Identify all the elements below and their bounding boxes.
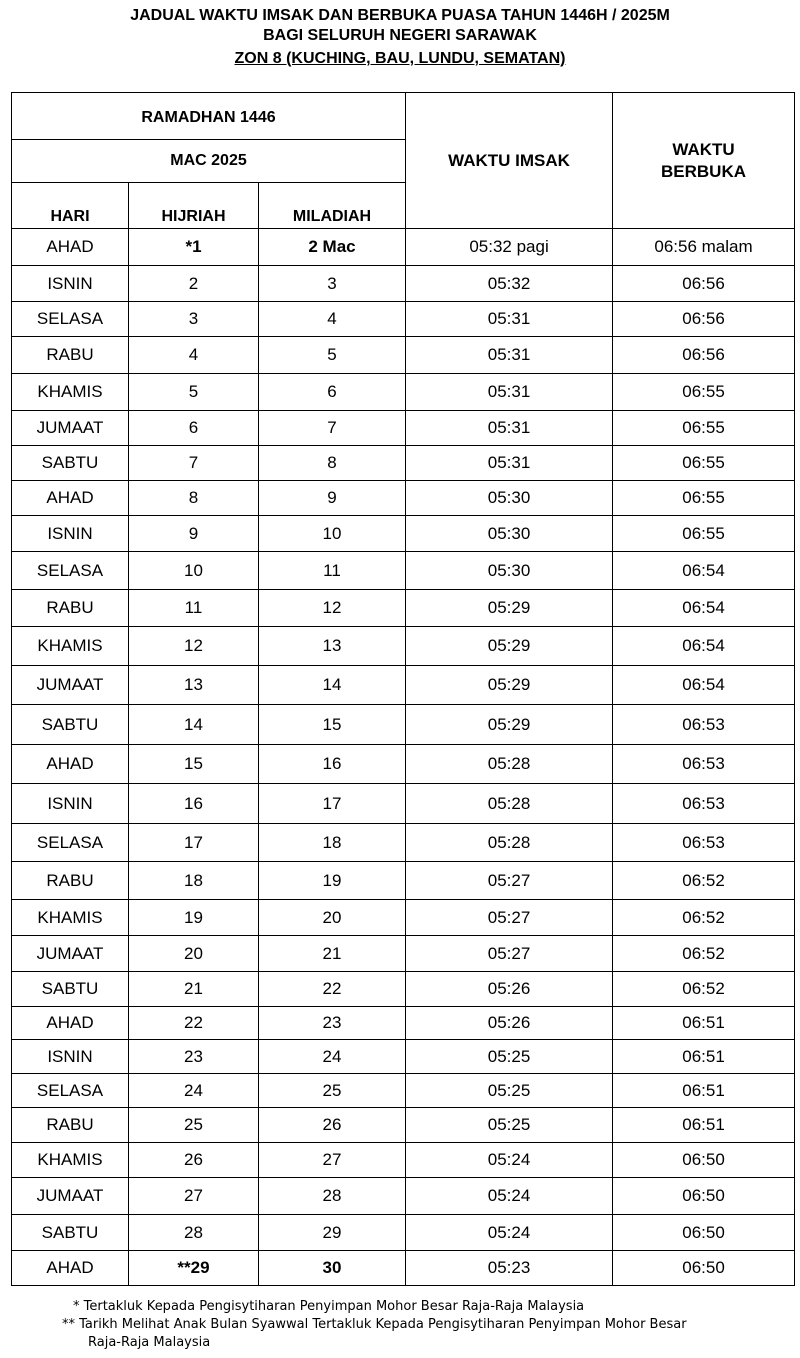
imsak-cell: 05:25 [406, 1074, 613, 1108]
hari-cell: KHAMIS [12, 627, 129, 666]
hari-cell: RABU [12, 1108, 129, 1143]
miladiah-cell: 6 [259, 374, 406, 411]
miladiah-cell: 27 [259, 1143, 406, 1178]
table-row [12, 229, 795, 266]
hijriah-cell: 23 [129, 1040, 259, 1074]
ramadhan-header: RAMADHAN 1446 [12, 93, 406, 140]
table-row [12, 824, 795, 862]
hari-cell: KHAMIS [12, 900, 129, 936]
miladiah-cell: 10 [259, 516, 406, 552]
table-row [12, 266, 795, 302]
hijriah-cell: 10 [129, 552, 259, 590]
berbuka-cell: 06:50 [613, 1251, 795, 1286]
imsak-cell: 05:28 [406, 824, 613, 862]
table-row [12, 745, 795, 784]
table-row [12, 627, 795, 666]
table-row [12, 516, 795, 552]
miladiah-cell: 24 [259, 1040, 406, 1074]
hari-cell: SABTU [12, 446, 129, 481]
hari-cell: AHAD [12, 745, 129, 784]
hari-cell: SELASA [12, 1074, 129, 1108]
imsak-cell: 05:24 [406, 1143, 613, 1178]
miladiah-cell: 11 [259, 552, 406, 590]
berbuka-cell: 06:56 [613, 302, 795, 337]
hijriah-cell: 22 [129, 1007, 259, 1040]
hari-cell: SABTU [12, 972, 129, 1007]
miladiah-cell: 13 [259, 627, 406, 666]
imsak-cell: 05:27 [406, 900, 613, 936]
miladiah-header: MILADIAH [259, 183, 406, 229]
hari-cell: SELASA [12, 824, 129, 862]
miladiah-cell: 15 [259, 705, 406, 745]
table-row [12, 337, 795, 374]
hari-cell: JUMAAT [12, 1178, 129, 1215]
hijriah-cell: 3 [129, 302, 259, 337]
table-row [12, 900, 795, 936]
imsak-cell: 05:28 [406, 784, 613, 824]
hijriah-cell: 28 [129, 1215, 259, 1251]
hari-cell: JUMAAT [12, 666, 129, 705]
table-row [12, 1215, 795, 1251]
hijriah-cell: 5 [129, 374, 259, 411]
miladiah-cell: 23 [259, 1007, 406, 1040]
imsak-header: WAKTU IMSAK [406, 93, 613, 229]
hari-cell: ISNIN [12, 516, 129, 552]
hijriah-cell: 6 [129, 411, 259, 446]
imsak-cell: 05:31 [406, 446, 613, 481]
berbuka-cell: 06:55 [613, 446, 795, 481]
hari-cell: JUMAAT [12, 936, 129, 972]
table-row [12, 666, 795, 705]
hijriah-cell: 9 [129, 516, 259, 552]
berbuka-cell: 06:54 [613, 552, 795, 590]
imsak-cell: 05:29 [406, 590, 613, 627]
hijriah-cell: 14 [129, 705, 259, 745]
table-row [12, 1108, 795, 1143]
hari-cell: ISNIN [12, 266, 129, 302]
table-row [12, 302, 795, 337]
hijriah-cell: 19 [129, 900, 259, 936]
hijriah-cell: 17 [129, 824, 259, 862]
berbuka-cell: 06:54 [613, 666, 795, 705]
hari-cell: KHAMIS [12, 1143, 129, 1178]
table-row [12, 784, 795, 824]
berbuka-header [613, 93, 795, 229]
berbuka-cell: 06:53 [613, 824, 795, 862]
berbuka-cell: 06:56 malam [613, 229, 795, 266]
hijriah-cell: 26 [129, 1143, 259, 1178]
miladiah-cell: 3 [259, 266, 406, 302]
hijriah-cell: 24 [129, 1074, 259, 1108]
hari-cell: AHAD [12, 229, 129, 266]
hari-cell: AHAD [12, 1251, 129, 1286]
table-row [12, 1143, 795, 1178]
hijriah-cell: **29 [129, 1251, 259, 1286]
imsak-cell: 05:32 pagi [406, 229, 613, 266]
table-row [12, 481, 795, 516]
berbuka-cell: 06:52 [613, 972, 795, 1007]
imsak-cell: 05:24 [406, 1215, 613, 1251]
imsak-cell: 05:30 [406, 552, 613, 590]
hijriah-cell: 12 [129, 627, 259, 666]
hijriah-header: HIJRIAH [129, 183, 259, 229]
table-row [12, 1040, 795, 1074]
miladiah-cell: 8 [259, 446, 406, 481]
table-row [12, 590, 795, 627]
imsak-cell: 05:31 [406, 411, 613, 446]
miladiah-cell: 18 [259, 824, 406, 862]
imsak-cell: 05:23 [406, 1251, 613, 1286]
imsak-cell: 05:26 [406, 1007, 613, 1040]
hari-cell: ISNIN [12, 1040, 129, 1074]
imsak-cell: 05:24 [406, 1178, 613, 1215]
berbuka-cell: 06:51 [613, 1040, 795, 1074]
table-row [12, 411, 795, 446]
hijriah-cell: 20 [129, 936, 259, 972]
miladiah-cell: 21 [259, 936, 406, 972]
miladiah-cell: 30 [259, 1251, 406, 1286]
hijriah-cell: 7 [129, 446, 259, 481]
table-row [12, 552, 795, 590]
imsak-cell: 05:31 [406, 302, 613, 337]
hari-cell: SABTU [12, 705, 129, 745]
table-row [12, 374, 795, 411]
hijriah-cell: 11 [129, 590, 259, 627]
hari-cell: RABU [12, 590, 129, 627]
hijriah-cell: 2 [129, 266, 259, 302]
miladiah-cell: 5 [259, 337, 406, 374]
berbuka-cell: 06:50 [613, 1178, 795, 1215]
hijriah-cell: 18 [129, 862, 259, 900]
miladiah-cell: 7 [259, 411, 406, 446]
table-row [12, 862, 795, 900]
berbuka-cell: 06:52 [613, 900, 795, 936]
hijriah-cell: 8 [129, 481, 259, 516]
hari-cell: SELASA [12, 302, 129, 337]
hari-cell: AHAD [12, 481, 129, 516]
miladiah-cell: 14 [259, 666, 406, 705]
footnote-2-cont: Raja-Raja Malaysia [88, 1335, 211, 1350]
hari-cell: RABU [12, 862, 129, 900]
miladiah-cell: 4 [259, 302, 406, 337]
berbuka-cell: 06:53 [613, 784, 795, 824]
berbuka-cell: 06:55 [613, 516, 795, 552]
hari-cell: ISNIN [12, 784, 129, 824]
footnote-1: * Tertakluk Kepada Pengisytiharan Penyimpan Mohor Besar Raja-Raja Malaysia [73, 1299, 585, 1314]
berbuka-cell: 06:51 [613, 1074, 795, 1108]
hijriah-cell: *1 [129, 229, 259, 266]
hijriah-cell: 15 [129, 745, 259, 784]
miladiah-cell: 29 [259, 1215, 406, 1251]
table-row [12, 936, 795, 972]
berbuka-cell: 06:51 [613, 1108, 795, 1143]
miladiah-cell: 9 [259, 481, 406, 516]
imsak-cell: 05:25 [406, 1040, 613, 1074]
table-row [12, 972, 795, 1007]
berbuka-cell: 06:53 [613, 705, 795, 745]
berbuka-cell: 06:51 [613, 1007, 795, 1040]
imsak-cell: 05:30 [406, 481, 613, 516]
berbuka-cell: 06:54 [613, 590, 795, 627]
berbuka-cell: 06:56 [613, 337, 795, 374]
miladiah-cell: 19 [259, 862, 406, 900]
berbuka-cell: 06:54 [613, 627, 795, 666]
berbuka-cell: 06:53 [613, 745, 795, 784]
miladiah-cell: 28 [259, 1178, 406, 1215]
berbuka-cell: 06:52 [613, 936, 795, 972]
zone-title: ZON 8 (KUCHING, BAU, LUNDU, SEMATAN) [234, 50, 566, 67]
imsak-cell: 05:25 [406, 1108, 613, 1143]
imsak-cell: 05:31 [406, 374, 613, 411]
document-title: JADUAL WAKTU IMSAK DAN BERBUKA PUASA TAHUN 1446H / 2025M [130, 7, 670, 24]
hijriah-cell: 16 [129, 784, 259, 824]
berbuka-cell: 06:55 [613, 374, 795, 411]
berbuka-cell: 06:55 [613, 411, 795, 446]
hari-cell: RABU [12, 337, 129, 374]
imsak-cell: 05:31 [406, 337, 613, 374]
hijriah-cell: 4 [129, 337, 259, 374]
miladiah-cell: 26 [259, 1108, 406, 1143]
table-row [12, 1074, 795, 1108]
miladiah-cell: 22 [259, 972, 406, 1007]
miladiah-cell: 12 [259, 590, 406, 627]
imsak-cell: 05:29 [406, 666, 613, 705]
berbuka-cell: 06:50 [613, 1215, 795, 1251]
berbuka-cell: 06:56 [613, 266, 795, 302]
miladiah-cell: 17 [259, 784, 406, 824]
hari-cell: JUMAAT [12, 411, 129, 446]
imsak-cell: 05:32 [406, 266, 613, 302]
schedule-body [12, 229, 795, 1286]
table-row [12, 1007, 795, 1040]
imsak-cell: 05:27 [406, 862, 613, 900]
schedule-table [11, 92, 795, 1286]
imsak-cell: 05:29 [406, 705, 613, 745]
hari-cell: SELASA [12, 552, 129, 590]
hijriah-cell: 13 [129, 666, 259, 705]
imsak-cell: 05:27 [406, 936, 613, 972]
month-header: MAC 2025 [12, 140, 406, 183]
miladiah-cell: 20 [259, 900, 406, 936]
imsak-cell: 05:26 [406, 972, 613, 1007]
table-row [12, 705, 795, 745]
miladiah-cell: 16 [259, 745, 406, 784]
berbuka-cell: 06:52 [613, 862, 795, 900]
footnote-2: ** Tarikh Melihat Anak Bulan Syawwal Tertakluk Kepada Pengisytiharan Penyimpan Mohor Besar [62, 1317, 687, 1332]
berbuka-cell: 06:55 [613, 481, 795, 516]
hari-cell: KHAMIS [12, 374, 129, 411]
document-subtitle: BAGI SELURUH NEGERI SARAWAK [263, 27, 537, 44]
hari-header: HARI [12, 183, 129, 229]
hari-cell: AHAD [12, 1007, 129, 1040]
hari-cell: SABTU [12, 1215, 129, 1251]
miladiah-cell: 2 Mac [259, 229, 406, 266]
berbuka-header-label: WAKTU BERBUKA [661, 139, 747, 181]
imsak-cell: 05:29 [406, 627, 613, 666]
berbuka-cell: 06:50 [613, 1143, 795, 1178]
table-row [12, 446, 795, 481]
hijriah-cell: 27 [129, 1178, 259, 1215]
imsak-cell: 05:28 [406, 745, 613, 784]
hijriah-cell: 21 [129, 972, 259, 1007]
table-row [12, 1251, 795, 1286]
imsak-cell: 05:30 [406, 516, 613, 552]
miladiah-cell: 25 [259, 1074, 406, 1108]
hijriah-cell: 25 [129, 1108, 259, 1143]
table-row [12, 1178, 795, 1215]
